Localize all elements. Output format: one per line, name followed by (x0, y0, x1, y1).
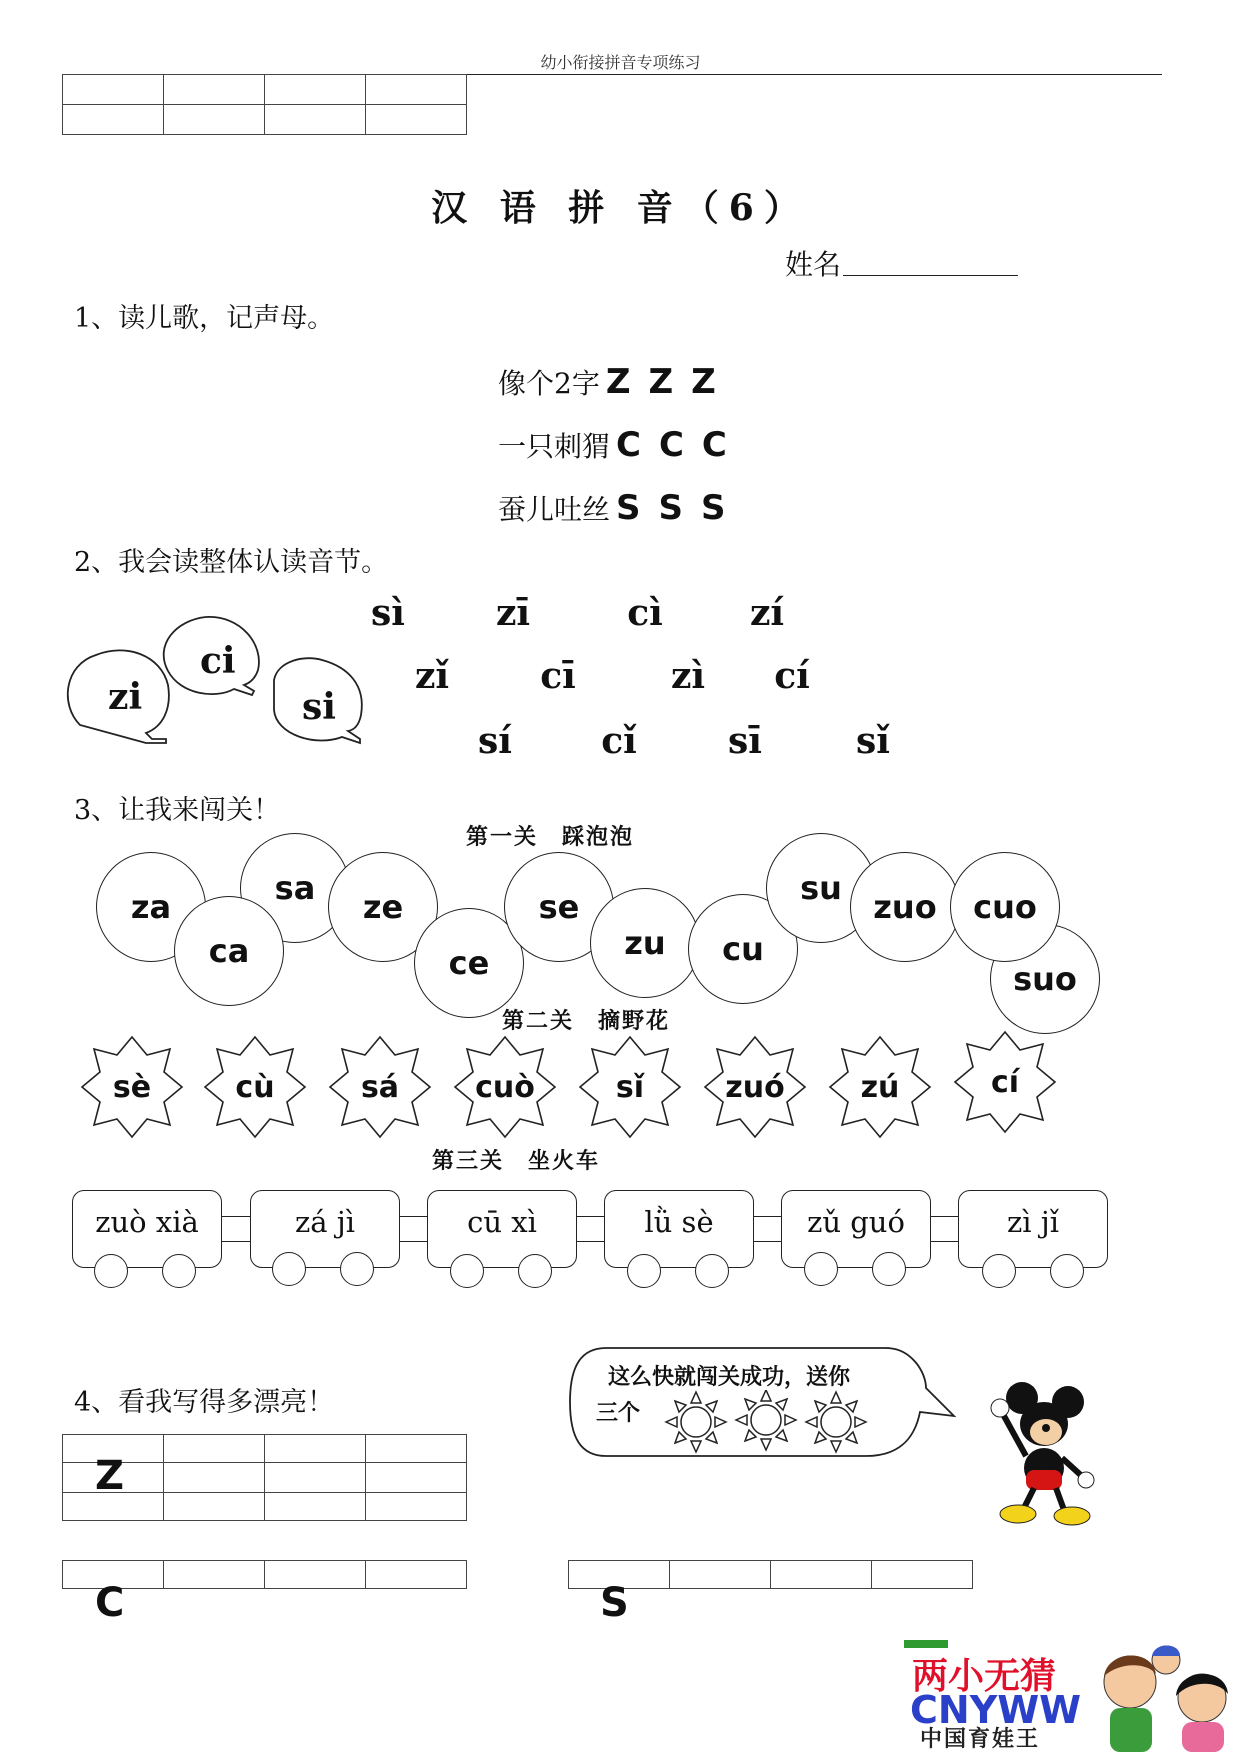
rhyme-line-3 (498, 488, 744, 528)
bubble-ce[interactable]: ce (414, 908, 524, 1018)
train-car[interactable] (604, 1190, 754, 1268)
bubble-ca[interactable]: ca (174, 896, 284, 1006)
train-wheel (804, 1252, 838, 1286)
sun-icon (736, 1390, 796, 1450)
logo-sub: 中国育娃王 (920, 1727, 1041, 1752)
bubble-zu[interactable]: zu (590, 888, 700, 998)
bubble-suo[interactable]: suo (990, 924, 1100, 1034)
sun-icon (806, 1392, 866, 1452)
bubble-cuo[interactable]: cuo (950, 852, 1060, 962)
flower-cu[interactable] (203, 1035, 307, 1139)
syllable: sí (478, 720, 512, 762)
bubble-sa[interactable]: sa (240, 833, 350, 943)
flower-label: zú (860, 1069, 900, 1105)
flower-se[interactable] (80, 1035, 184, 1139)
train-car[interactable] (427, 1190, 577, 1268)
flower-sa[interactable] (328, 1035, 432, 1139)
bubble-cu[interactable]: cu (688, 894, 798, 1004)
train-car[interactable] (781, 1190, 931, 1268)
flower-label: cù (235, 1069, 275, 1105)
train-wheel (340, 1252, 374, 1286)
logo-en: CNYWW (910, 1688, 1082, 1732)
logo-cn: 两小无猜 (912, 1656, 1057, 1697)
train-coupler (576, 1216, 604, 1242)
rhyme-letter: C (658, 425, 684, 465)
flower-si[interactable] (578, 1035, 682, 1139)
reward-text-2: 三个 (596, 1400, 641, 1426)
train-car-label: zì jǐ (1006, 1205, 1060, 1239)
rhyme-letter: S (701, 488, 726, 528)
train-car[interactable] (958, 1190, 1108, 1268)
train-car-label: cū xì (467, 1205, 537, 1239)
cartoon-children-icon (1090, 1640, 1240, 1752)
rhyme-letter: C (701, 425, 727, 465)
train-wheel (450, 1254, 484, 1288)
q4-title: 4、看我写得多漂亮！ (74, 1387, 335, 1418)
rhyme-text: 一只刺猬 (498, 430, 611, 463)
top-writing-grid[interactable] (62, 74, 467, 135)
rhyme-letter: Z (691, 362, 716, 402)
flower-label: sá (360, 1069, 400, 1105)
cartoon-mouse-icon (960, 1378, 1110, 1528)
bubble-za[interactable]: za (96, 852, 206, 962)
logo-bar (904, 1640, 948, 1648)
rhyme-line-1 (498, 362, 734, 402)
train-wheel (272, 1252, 306, 1286)
rhyme-text: 蚕儿吐丝 (498, 493, 611, 526)
level1-title: 第一关 踩泡泡 (466, 825, 635, 850)
flower-label: sǐ (615, 1069, 645, 1105)
rhyme-line-2 (498, 425, 745, 465)
syllable: zī (495, 592, 531, 634)
flower-label: cí (990, 1064, 1020, 1100)
letter-z: Z (95, 1453, 125, 1499)
bubble-zuo[interactable]: zuo (850, 852, 960, 962)
header-title: 幼小衔接拼音专项练习 (540, 53, 701, 72)
train-coupler (222, 1216, 250, 1242)
bubble-su[interactable]: su (766, 833, 876, 943)
train-wheel (627, 1254, 661, 1288)
flower-label: sè (112, 1069, 152, 1105)
train-wheel (695, 1254, 729, 1288)
bubble-si: si (302, 686, 336, 728)
syllable: sì (371, 592, 405, 634)
rhyme-letter: C (616, 425, 641, 465)
q1-title: 1、读儿歌，记声母。 (74, 303, 335, 334)
syllable: cí (774, 655, 810, 697)
train-car-label: zuò xià (95, 1205, 199, 1239)
level2-title: 第二关 摘野花 (502, 1009, 671, 1034)
bubble-se[interactable]: se (504, 852, 614, 962)
train-wheel (872, 1252, 906, 1286)
rhyme-letter: Z (605, 362, 631, 402)
train-coupler (753, 1216, 781, 1242)
bubble-zi: zi (108, 676, 143, 718)
syllable: zǐ (414, 655, 450, 697)
syllable: cī (540, 655, 576, 697)
syllable: cǐ (601, 720, 637, 762)
rhyme-text: 像个2字 (498, 367, 600, 400)
rhyme-letter: S (658, 488, 684, 528)
train-car[interactable] (72, 1190, 222, 1268)
flower-zuo[interactable] (703, 1035, 807, 1139)
train-wheel (1050, 1254, 1084, 1288)
q3-title: 3、让我来闯关！ (74, 795, 281, 826)
name-input-line[interactable] (843, 275, 1018, 276)
flower-label: cuò (475, 1069, 535, 1105)
syllable: zì (670, 655, 706, 697)
sun-icons (664, 1390, 874, 1454)
name-label: 姓名 (785, 248, 842, 281)
syllable: zí (749, 592, 785, 634)
letter-c: C (95, 1580, 125, 1626)
reward-text-1: 这么快就闯关成功，送你 (608, 1364, 851, 1390)
flower-cuo[interactable] (453, 1035, 557, 1139)
page-title: 汉 语 拼 音（6） (431, 187, 810, 229)
bubble-ze[interactable]: ze (328, 852, 438, 962)
train-wheel (982, 1254, 1016, 1288)
syllable: cì (627, 592, 663, 634)
syllable: sǐ (856, 720, 890, 762)
sun-icon (666, 1392, 726, 1452)
flower-ci[interactable] (953, 1030, 1057, 1134)
train-car-label: zǔ guó (807, 1205, 905, 1239)
syllable: sī (728, 720, 762, 762)
train-wheel (162, 1254, 196, 1288)
train-wheel (518, 1254, 552, 1288)
flower-label: zuó (725, 1069, 785, 1105)
train-car-label: lǜ sè (644, 1205, 714, 1239)
bubble-ci: ci (200, 640, 236, 682)
train-car[interactable] (250, 1190, 400, 1268)
train-car-label: zá jì (294, 1205, 356, 1239)
train-coupler (930, 1216, 958, 1242)
rhyme-letter: S (616, 488, 641, 528)
flower-zu[interactable] (828, 1035, 932, 1139)
q2-title: 2、我会读整体认读音节。 (74, 547, 389, 578)
letter-s: S (600, 1580, 629, 1626)
rhyme-letter: Z (648, 362, 674, 402)
level3-title: 第三关 坐火车 (432, 1149, 601, 1174)
train-coupler (399, 1216, 427, 1242)
train-wheel (94, 1254, 128, 1288)
